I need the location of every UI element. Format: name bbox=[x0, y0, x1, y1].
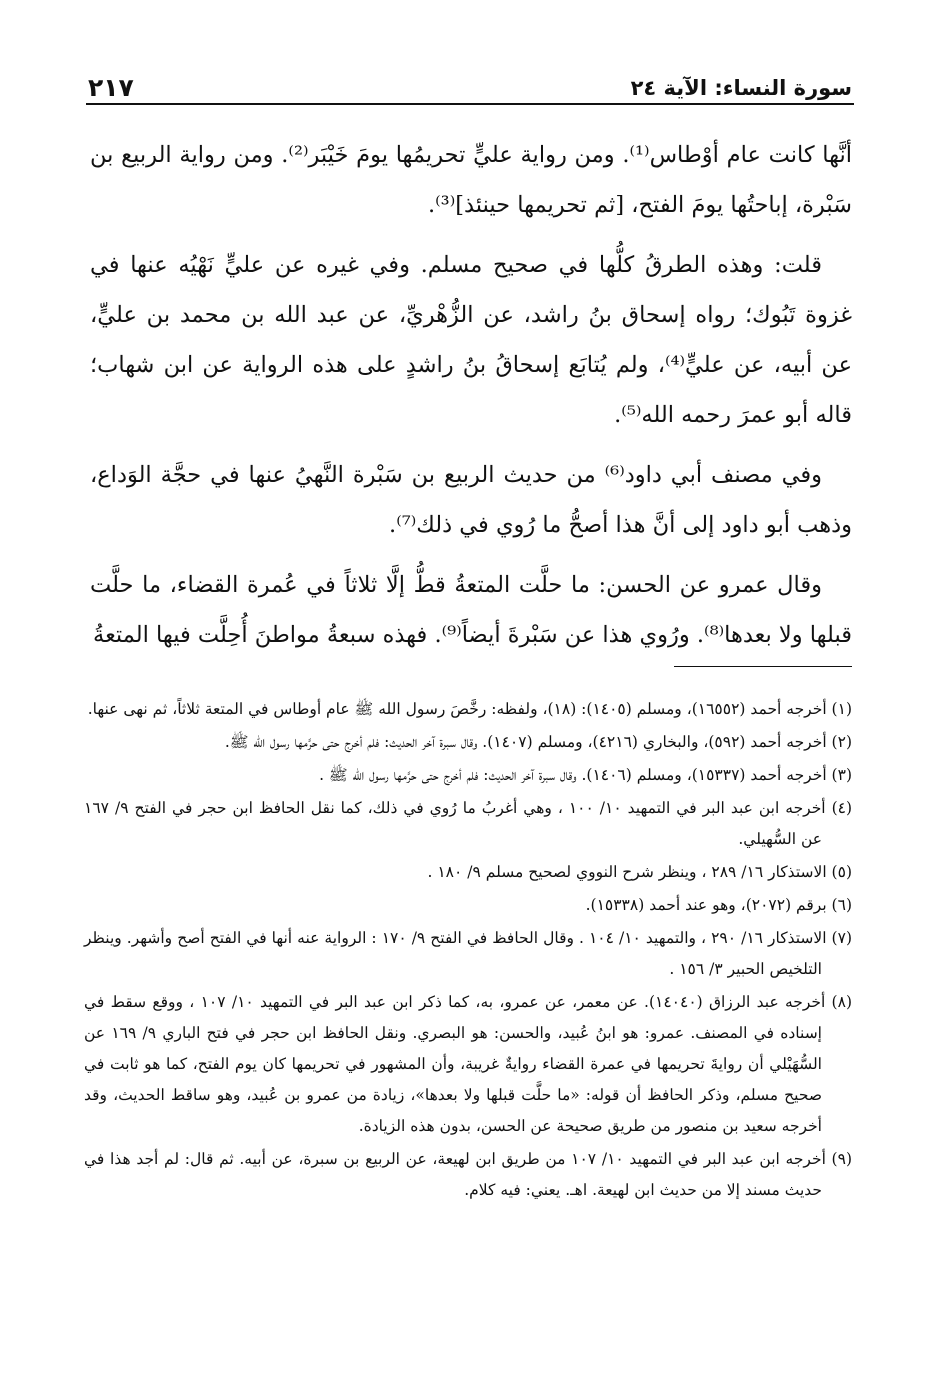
footnote: (٤) أخرجه ابن عبد البر في التمهيد ١٠/ ١٠٠ ، وهي أغربُ ما رُوي في ذلك، كما نقل الحافظ ابن حجر في الفتح ٩/ ١٦٧ عن السُّهيلي. bbox=[84, 799, 853, 848]
footnote: (٣) أخرجه أحمد (١٥٣٣٧)، ومسلم (١٤٠٦). وقال سبرة آخر الحديث: فلم أخرج حتى حرَّمها رسول الله ﷺ . bbox=[319, 766, 852, 784]
footnote: (٦) برقم (٢٠٧٢)، وهو عند أحمد (١٥٣٣٨). bbox=[585, 896, 852, 914]
page-header bbox=[88, 66, 852, 102]
footnotes bbox=[84, 694, 852, 1208]
footnote: (٩) أخرجه ابن عبد البر في التمهيد ١٠/ ١٠٧ من طريق ابن لهيعة، عن الربيع بن سبرة، عن أبيه. ثم قال: لم أجد هذا في حديث مسند إلا من حديث ابن لهيعة. اهـ. يعني: فيه كلام. bbox=[84, 1150, 852, 1199]
main-text bbox=[90, 130, 852, 670]
paragraph: وقال عمرو عن الحسن: ما حلَّت المتعةُ قطُّ إلَّا ثلاثاً في عُمرة القضاء، ما حلَّت قبلها ولا بعدها⁽⁸⁾. ورُوي هذا عن سَبْرةَ أيضاً⁽⁹⁾. فهذه سبعةُ مواطنَ أُحِلَّت فيها المتعةُ bbox=[90, 572, 852, 648]
footnote: (١) أخرجه أحمد (١٦٥٥٢)، ومسلم (١٤٠٥): (١٨)، ولفظه: رخَّصَ رسول الله ﷺ عام أوطاس في المتعة ثلاثاً، ثم نهى عنها. bbox=[87, 700, 852, 718]
page-number: ٢١٧ bbox=[88, 73, 134, 102]
footnote: (٢) أخرجه أحمد (٥٩٢)، والبخاري (٤٢١٦)، ومسلم (١٤٠٧). وقال سبرة آخر الحديث: فلم أخرج حتى حرَّمها رسول الله ﷺ. bbox=[224, 733, 852, 751]
paragraph: أنَّها كانت عام أوْطاس⁽¹⁾. ومن رواية عليٍّ تحريمُها يومَ خَيْبَر⁽²⁾. ومن رواية الربيع بن سَبْرة، إباحتُها يومَ الفتح، [ثم تحريمها حينئذ]⁽³⁾. bbox=[90, 142, 853, 218]
paragraph: قلت: وهذه الطرقُ كلُّها في صحيح مسلم. وفي غيره عن عليٍّ نَهْيُه عنها في غزوة تَبُوك؛ رواه إسحاق بنُ راشد، عن الزُّهْريِّ، عن عبد الله بن محمد بن عليٍّ، عن أبيه، عن عليٍّ⁽⁴⁾، ولم يُتابَع إسحاقُ بنُ راشدٍ على هذه الرواية عن ابن شهاب؛ قاله أبو عمرَ رحمه الله⁽⁵⁾. bbox=[90, 252, 852, 428]
footnote: (٧) الاستذكار ١٦/ ٢٩٠ ، والتمهيد ١٠/ ١٠٤ . وقال الحافظ في الفتح ٩/ ١٧٠ : الرواية عنه أنها في الفتح أصح وأشهر. وينظر التلخيص الحبير ٣/ ١٥٦ . bbox=[84, 929, 852, 978]
footnote: (٥) الاستذكار ١٦/ ٢٨٩ ، وينظر شرح النووي لصحيح مسلم ٩/ ١٨٠ . bbox=[427, 863, 852, 881]
paragraph: وفي مصنف أبي داود⁽⁶⁾ من حديث الربيع بن سَبْرة النَّهيُ عنها في حجَّة الوَداع، وذهب أبو داود إلى أنَّ هذا أصحُّ ما رُوي في ذلك⁽⁷⁾. bbox=[90, 462, 852, 538]
footnote-divider bbox=[674, 666, 852, 667]
footnote: (٨) أخرجه عبد الرزاق (١٤٠٤٠). عن معمر، عن عمرو، به، كما ذكر ابن عبد البر في التمهيد ١٠/ ١٠٧ ، ووقع سقط في إسناده في المصنف. عمرو: هو ابنُ عُبيد، والحسن: هو البصري. ونقل الحافظ ابن حجر في فتح الباري ٩/ ١٦٩ عن السُّهَيْلي أن روايةَ تحريمها في عمرة القضاء روايةٌ غريبة، وأن المشهور في تحريمها كان يوم الفتح، كما هو ثابت في صحيح مسلم، وذكر الحافظ أن قوله: «ما حلَّت قبلها ولا بعدها»، زيادة من عمرو بن عُبيد، وهو ساقط الحديث، وقد أخرجه سعيد بن منصور من طريق صحيحة عن الحسن، بدون هذه الزيادة. bbox=[84, 993, 852, 1135]
running-title: سورة النساء: الآية ٢٤ bbox=[630, 76, 852, 100]
header-divider bbox=[86, 103, 854, 105]
